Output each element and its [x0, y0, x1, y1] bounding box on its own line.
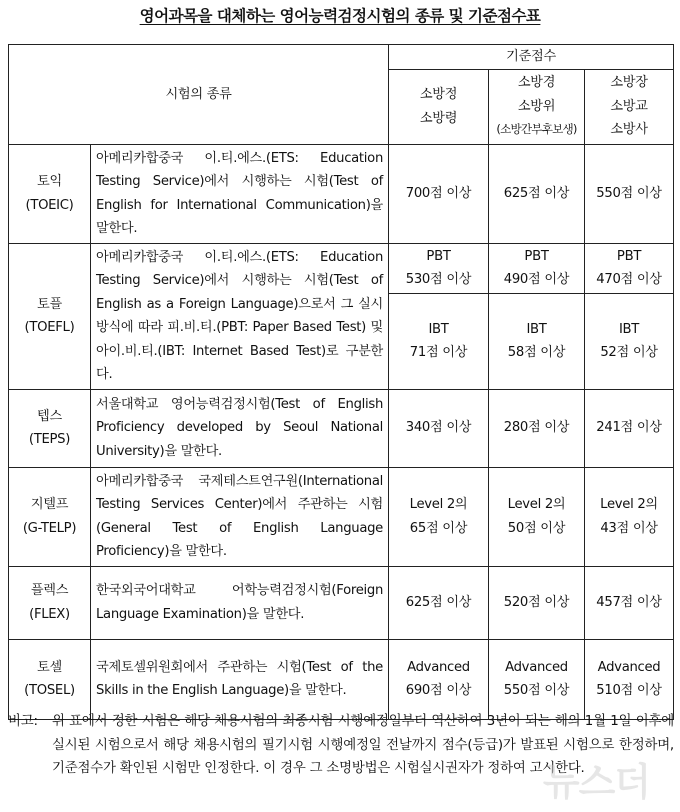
- score-table: [8, 44, 674, 720]
- remarks-label: 비고:: [8, 714, 38, 729]
- score-cell: 625점 이상: [489, 144, 585, 243]
- score-cell: Level 2의 50점 이상: [489, 467, 585, 566]
- score-cell: 241점 이상: [585, 389, 674, 467]
- score-cell: IBT 71점 이상: [389, 293, 489, 389]
- table-row: [9, 389, 674, 467]
- rank-col-3: 소방장 소방교 소방사: [585, 69, 674, 144]
- remarks-text: 위 표에서 정한 시험은 해당 채용시험의 최종시험 시행예정일부터 역산하여 3년이 되는 해의 1월 1일 이후에 실시된 시험으로서 해당 채용시험의 필기시험 시행예정일 전날까지 점수(등급)가 발표된 시험으로 한정하며, 기준점수가 확인된 시험만 인정한다. 이 경우 그 소명방법은 시험실시권자가 정하여 고시한다.: [52, 714, 674, 776]
- watermark-logo: 뉴스더: [542, 760, 650, 804]
- score-cell: 457점 이상: [585, 566, 674, 639]
- score-cell: 625점 이상: [389, 566, 489, 639]
- score-cell: 550점 이상: [585, 144, 674, 243]
- score-cell: 520점 이상: [489, 566, 585, 639]
- table-row: [9, 243, 674, 293]
- exam-name: 플렉스 (FLEX): [9, 566, 91, 639]
- score-cell: 700점 이상: [389, 144, 489, 243]
- score-cell: Advanced 550점 이상: [489, 639, 585, 719]
- exam-description: 한국외국어대학교 어학능력검정시험(Foreign Language Examination)을 말한다.: [91, 566, 389, 639]
- score-cell: PBT 530점 이상: [389, 243, 489, 293]
- rank-col-2: 소방경 소방위 (소방간부후보생): [489, 69, 585, 144]
- score-cell: IBT 58점 이상: [489, 293, 585, 389]
- exam-name: 토플 (TOEFL): [9, 243, 91, 389]
- score-cell: Advanced 690점 이상: [389, 639, 489, 719]
- score-cell: 340점 이상: [389, 389, 489, 467]
- score-cell: IBT 52점 이상: [585, 293, 674, 389]
- score-cell: Advanced 510점 이상: [585, 639, 674, 719]
- rank-col-1: 소방정 소방령: [389, 69, 489, 144]
- exam-name: 지텔프 (G-TELP): [9, 467, 91, 566]
- table-row: [9, 467, 674, 566]
- score-cell: Level 2의 65점 이상: [389, 467, 489, 566]
- exam-name: 텝스 (TEPS): [9, 389, 91, 467]
- table-row: [9, 566, 674, 639]
- exam-description: 아메리카합중국 이.티.에스.(ETS: Education Testing Service)에서 시행하는 시험(Test of English as a Foreign Language)으로서 그 실시방식에 따라 피.비.티.(PBT: Paper Based Test) 및 아이.비.티.(IBT: Internet Based Test)로 구분한다.: [91, 243, 389, 389]
- score-cell: 280점 이상: [489, 389, 585, 467]
- page-title: 영어과목을 대체하는 영어능력검정시험의 종류 및 기준점수표: [139, 7, 541, 25]
- exam-description: 국제토셀위원회에서 주관하는 시험(Test of the Skills in the English Language)을 말한다.: [91, 639, 389, 719]
- header-row: [9, 45, 674, 70]
- exam-description: 아메리카합중국 이.티.에스.(ETS: Education Testing Service)에서 시행하는 시험(Test of English for International Communication)을 말한다.: [91, 144, 389, 243]
- exam-name: 토익 (TOEIC): [9, 144, 91, 243]
- score-cell: PBT 470점 이상: [585, 243, 674, 293]
- score-cell: PBT 490점 이상: [489, 243, 585, 293]
- exam-description: 서울대학교 영어능력검정시험(Test of English Proficiency developed by Seoul National University)을 말한다.: [91, 389, 389, 467]
- score-cell: Level 2의 43점 이상: [585, 467, 674, 566]
- standard-score-header: 기준점수: [389, 45, 674, 70]
- exam-name: 토셀 (TOSEL): [9, 639, 91, 719]
- exam-description: 아메리카합중국 국제테스트연구원(International Testing Services Center)에서 주관하는 시험(General Test of English Language Proficiency)을 말한다.: [91, 467, 389, 566]
- table-row: [9, 144, 674, 243]
- remarks-note: [8, 710, 674, 781]
- table-row: [9, 639, 674, 719]
- exam-type-header: 시험의 종류: [9, 45, 389, 145]
